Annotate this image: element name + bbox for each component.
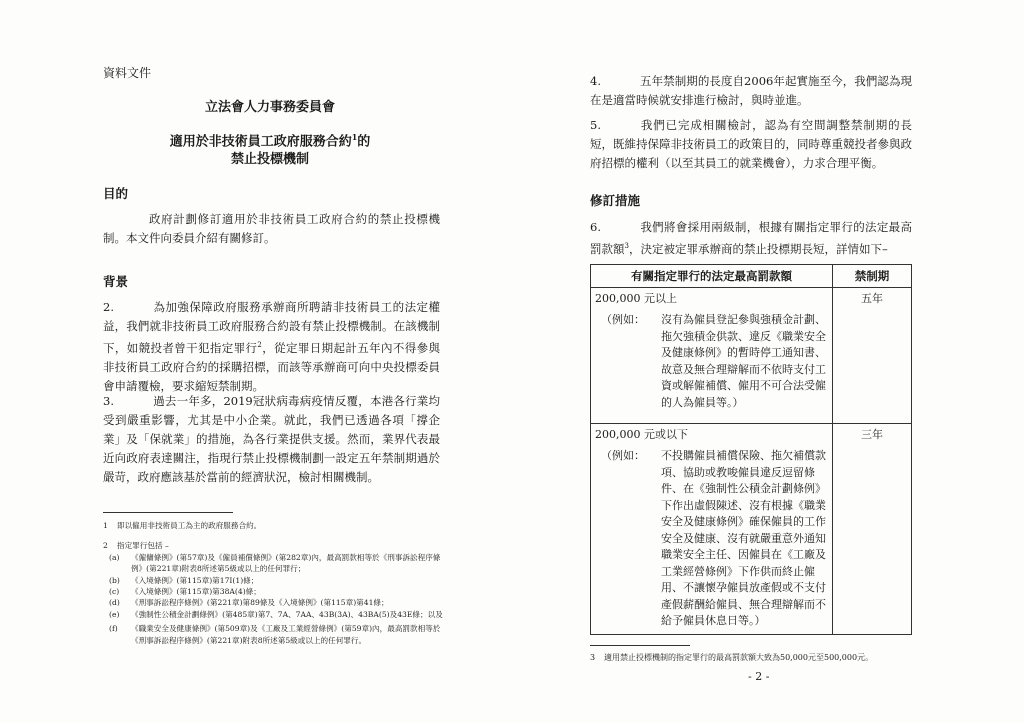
- item-text: 《僱傭條例》(第57章)及《僱員補償條例》(第282章)內，最高罰款相等於《刑事訴訟程序條例》(第221章)附表8所述第5級或以上的任何罪行；: [131, 552, 441, 574]
- footnote-2-item-e: [109, 609, 448, 620]
- footnote-2-item-d: [109, 597, 448, 608]
- penalty-table: [590, 264, 912, 635]
- paragraph-5: [590, 116, 912, 173]
- footnotes: [103, 520, 448, 646]
- item-label: (b): [109, 575, 120, 585]
- footnote-3-text: 適用禁止投標機制的指定罪行的最高罰款額大致為50,000元至500,000元。: [604, 653, 874, 662]
- paragraph-5-text: 我們已完成相關檢討，認為有空間調整禁制期的長短，既維持保障非技術員工的政策目的，同時尊重競投者參與政府招標的權利（以至其員工的就業機會），力求合理平衡。: [590, 118, 912, 170]
- document-label: 資料文件: [103, 66, 152, 80]
- footnote-3: [590, 652, 920, 663]
- table-row: [591, 288, 912, 424]
- background-heading: 背景: [103, 274, 129, 289]
- table-header-row: [591, 265, 912, 288]
- item-label: (c): [109, 587, 120, 597]
- debarment-period: 三年: [833, 424, 912, 635]
- fine-amount: 200,000 元以上: [595, 292, 677, 305]
- paragraph-2-text-a: 為加強保障政府服務承辦商所聘請非技術員工的法定權益，我們就非技術員工政府服務合約設有禁止投標機制。在該機制下，如競投者曾干犯指定罪行: [103, 300, 440, 355]
- footnote-2-item-a: [109, 552, 448, 575]
- fine-amount: 200,000 元或以下: [595, 428, 688, 441]
- paragraph-4-text: 五年禁制期的長度自2006年起實施至今，我們認為現在是適當時候就安排進行檢討，與時並進。: [590, 74, 912, 107]
- offence-cell: [591, 424, 833, 635]
- footnote-2-label: 2: [103, 541, 108, 551]
- item-label: (e): [109, 609, 120, 619]
- paragraph-5-number: 5.: [590, 118, 601, 132]
- footnote-divider: [103, 512, 233, 513]
- example-label: （例如：: [601, 449, 645, 462]
- page-number: - 2 -: [748, 670, 770, 683]
- footnote-ref-3: 3: [624, 242, 629, 250]
- paragraph-6-number: 6.: [590, 220, 601, 234]
- example-block: [595, 448, 828, 630]
- purpose-paragraph: 政府計劃修訂適用於非技術員工政府合約的禁止投標機制。本文件向委員介紹有關修訂。: [103, 212, 440, 245]
- item-text: 《入境條例》(第115章)第17I(1)條；: [131, 575, 259, 585]
- paragraph-3-text: 過去一年多，2019冠狀病毒病疫情反覆，本港各行業均受到嚴重影響，尤其是中小企業。就此，我們已透過各項「撐企業」及「保就業」的措施，為各行業提供支援。然而，業界代表最近向政府表達關注，指現行禁止投標機制劃一設定五年禁制期過於嚴苛，政府應該基於當前的經濟狀況，檢討相關機制。: [103, 394, 440, 484]
- example-text: 沒有為僱員登記參與強積金計劃、拖欠強積金供款、違反《職業安全及健康條例》的暫時停工通知書、故意及無合理辯解而不依時支付工資或解僱補償、僱用不可合法受僱的人為僱員等。）: [661, 313, 826, 409]
- title-line1: 適用於非技術員工政府服務合約: [169, 134, 352, 150]
- example-block: [595, 312, 828, 411]
- paragraph-4: [590, 72, 912, 110]
- item-text: 《刑事訴訟程序條例》(第221章)第89條及《入境條例》(第115章)第41條；: [131, 598, 389, 608]
- footnote-2-intro: 指定罪行包括 –: [117, 541, 169, 551]
- committee-title: 立法會人力事務委員會: [204, 100, 335, 115]
- paragraph-3-number: 3.: [103, 394, 114, 408]
- paragraph-2-text-b: ，從定罪日期起計五年內不得參與非技術員工政府合約的採購招標，而該等承辦商可向中央投標委員會申請覆檢，要求縮短禁制期。: [103, 340, 440, 393]
- footnote-2: [103, 540, 448, 551]
- table-row: [591, 424, 912, 635]
- purpose-heading: 目的: [103, 186, 129, 201]
- item-text: 《強制性公積金計劃條例》(第485章)第7、7A、7AA、43B(3A)、43BA(5)及43E條；以及: [131, 609, 443, 619]
- example-text: 不投購僱員補償保險、拖欠補償款項、協助或教唆僱員違反逗留條件、在《強制性公積金計劃條例》下作出虛假陳述、沒有根據《職業安全及健康條例》確保僱員的工作安全及健康、沒有就嚴重意外通知職業安全主任、因僱員在《工廠及工業經營條例》下作供而終止僱用、不讓懷孕僱員放產假或不支付產假薪酬給僱員、無合理辯解而不給予僱員休息日等。）: [661, 449, 826, 627]
- title-line2: 禁止投標機制: [230, 152, 309, 168]
- footnote-2-item-b: [109, 575, 448, 586]
- footnote-1-label: 1: [103, 521, 108, 530]
- paragraph-6-text-b: ，決定被定罪承辦商的禁止投標期長短，詳情如下–: [628, 241, 888, 256]
- debarment-period: 五年: [833, 288, 912, 424]
- example-label: （例如：: [601, 313, 645, 326]
- footnote-ref-2: 2: [257, 341, 262, 349]
- footnote-2-list: [103, 552, 448, 646]
- header-offence-fine: 有關指定罪行的法定最高罰款額: [591, 265, 833, 288]
- item-label: (f): [109, 624, 118, 634]
- document-title: [100, 128, 440, 169]
- header-period: 禁制期: [833, 265, 912, 288]
- footnote-ref-1: 1: [351, 132, 358, 142]
- footnote-1: [103, 520, 448, 531]
- paragraph-2: [103, 298, 440, 396]
- paragraph-2-number: 2.: [103, 300, 114, 314]
- footnote-1-text: 即以僱用非技術員工為主的政府服務合約。: [117, 521, 262, 530]
- footnote-3-label: 3: [590, 653, 596, 662]
- item-text: 《職業安全及健康條例》(第509章)及《工廠及工業經營條例》(第59章)內，最高罰款相等於《刑事訴訟程序條例》(第221章)附表8所述第5級或以上的任何罪行。: [131, 624, 441, 645]
- paragraph-6: [590, 218, 912, 259]
- footnote-2-item-c: [109, 586, 448, 597]
- footnote-divider-right: [590, 645, 690, 646]
- item-text: 《入境條例》(第115章)第38A(4)條；: [131, 587, 261, 597]
- paragraph-4-number: 4.: [590, 74, 601, 88]
- footnote-2-item-f: [109, 623, 448, 646]
- paragraph-6-text-a: 我們將會採用兩級制，根據有關指定罪行的法定最高罰款額: [590, 220, 912, 256]
- item-label: (d): [109, 598, 120, 608]
- amendment-heading: 修訂措施: [590, 193, 641, 208]
- title-line1-end: 的: [357, 134, 371, 150]
- paragraph-3: [103, 392, 440, 487]
- item-label: (a): [109, 552, 120, 562]
- offence-cell: [591, 288, 833, 424]
